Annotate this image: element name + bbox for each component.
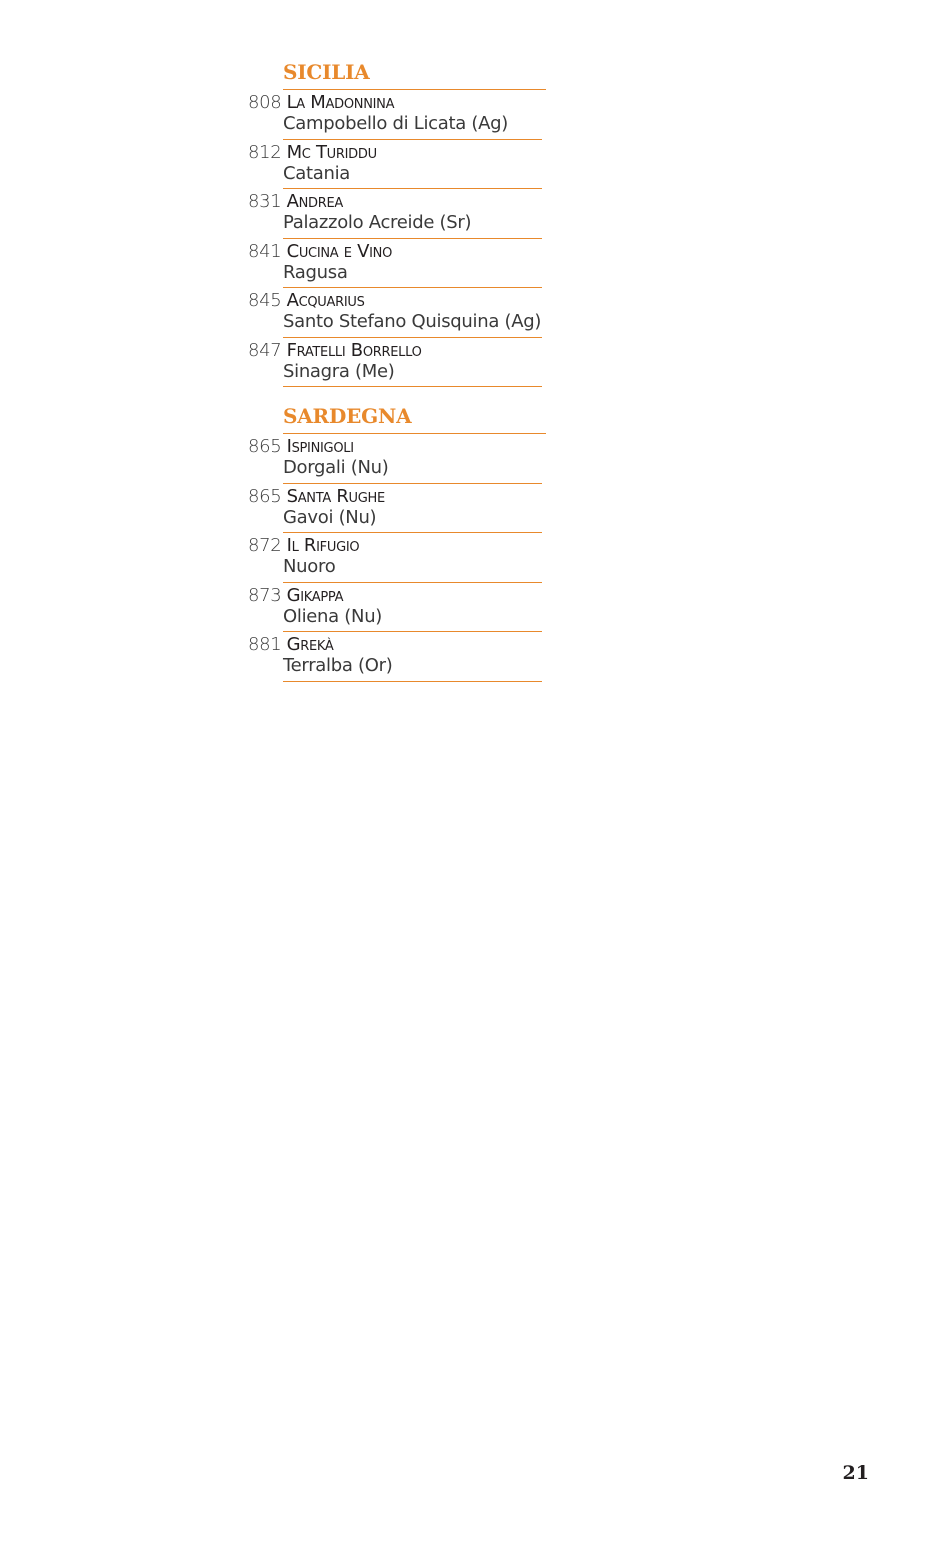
entry-page-number: 847 (248, 339, 282, 361)
entry-page-number: 872 (248, 535, 282, 556)
entry-name: Ispinigoli (286, 436, 354, 457)
entry-name: Il Rifugio (286, 535, 360, 556)
entry-page-number: 865 (248, 436, 282, 457)
entry-name: Fratelli Borrello (286, 339, 422, 361)
list-item (248, 533, 548, 583)
list-item (248, 239, 548, 289)
list-item (248, 288, 548, 338)
entry-name: La Madonnina (286, 92, 395, 113)
list-item (248, 583, 548, 633)
list-item (248, 632, 548, 682)
entry-place: Catania (283, 162, 351, 184)
entry-place: Oliena (Nu) (283, 605, 383, 627)
entry-page-number: 873 (248, 584, 282, 606)
list-item (248, 338, 548, 388)
region-title: SICILIA (283, 59, 546, 90)
region-section-sicilia (248, 59, 548, 387)
entry-page-number: 841 (248, 240, 282, 262)
entry-place: Sinagra (Me) (283, 360, 395, 382)
entry-name: Cucina e Vino (286, 240, 393, 262)
entry-name: Andrea (286, 191, 343, 212)
region-section-sardegna (248, 403, 548, 682)
entry-place: Santo Stefano Quisquina (Ag) (283, 311, 542, 332)
region-title: SARDEGNA (283, 403, 546, 434)
entry-place: Ragusa (283, 261, 348, 283)
list-item (248, 140, 548, 190)
entry-place: Palazzolo Acreide (Sr) (283, 212, 472, 233)
entry-page-number: 865 (248, 485, 282, 507)
entry-name: Gikappa (286, 584, 344, 606)
entry-name: Santa Rughe (286, 485, 385, 507)
entry-name: Acquarius (286, 290, 365, 311)
entry-place: Campobello di Licata (Ag) (283, 113, 509, 134)
page-number: 21 (842, 1462, 869, 1484)
entry-place: Terralba (Or) (283, 655, 393, 676)
entry-place: Dorgali (Nu) (283, 457, 389, 478)
entry-page-number: 831 (248, 191, 282, 212)
entry-name: Grekà (286, 634, 334, 655)
list-item (248, 90, 548, 140)
entry-page-number: 845 (248, 290, 282, 311)
list-item (248, 484, 548, 534)
entry-page-number: 881 (248, 634, 282, 655)
entry-name: Mc Turiddu (286, 141, 377, 163)
entry-page-number: 812 (248, 141, 282, 163)
region-index (248, 59, 548, 682)
entry-place: Gavoi (Nu) (283, 506, 377, 528)
list-item (248, 434, 548, 484)
entry-page-number: 808 (248, 92, 282, 113)
list-item (248, 189, 548, 239)
entry-place: Nuoro (283, 556, 336, 577)
